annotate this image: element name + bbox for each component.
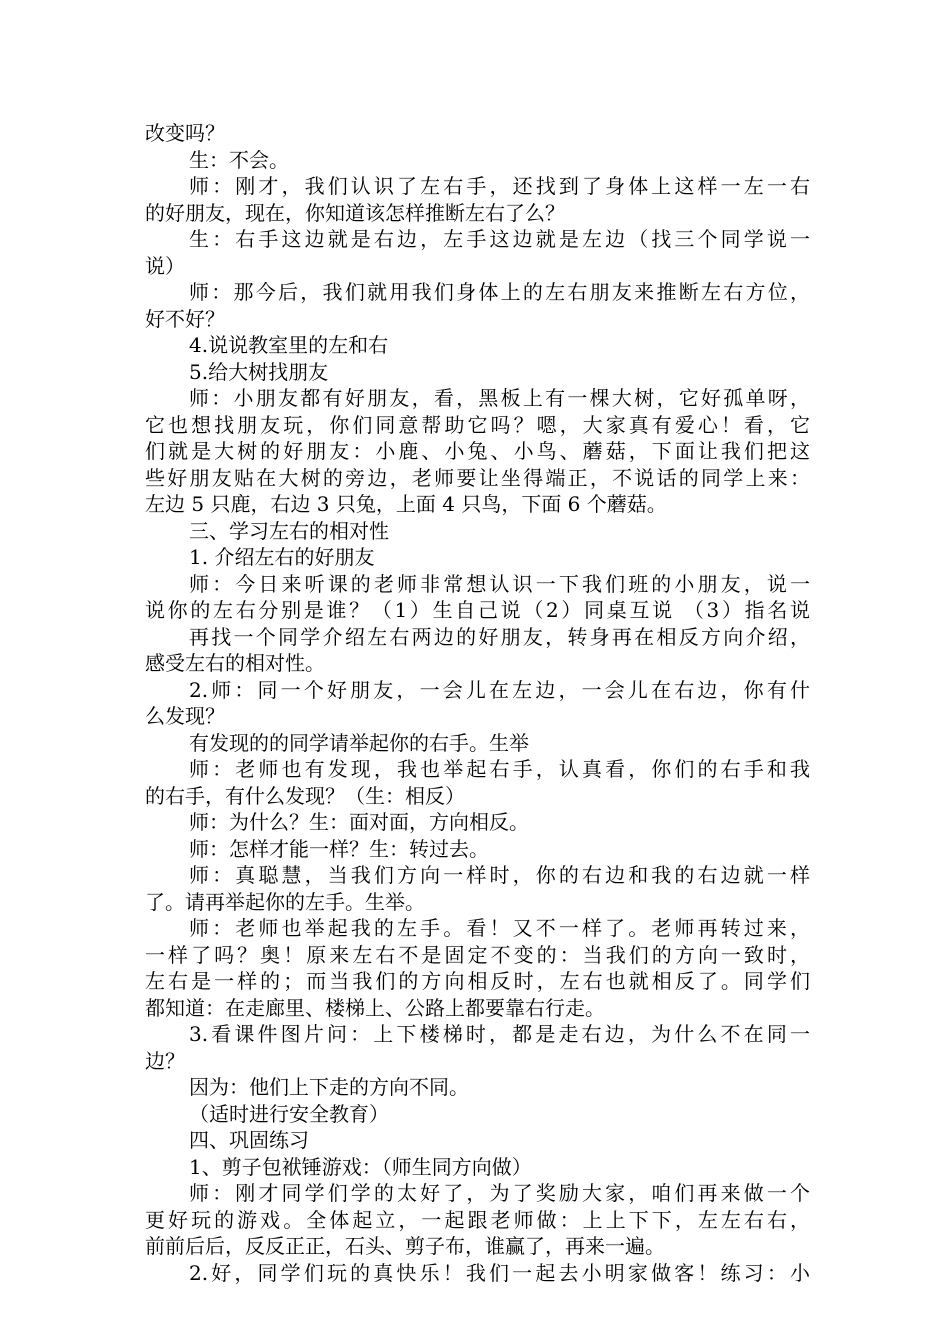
text-line: 些好朋友贴在大树的旁边，老师要让坐得端正，不说话的同学上来： <box>145 465 810 490</box>
text-line: 它也想找朋友玩，你们同意帮助它吗？嗯，大家真有爱心！看，它 <box>145 412 810 437</box>
text-line: 师：小朋友都有好朋友，看，黑板上有一棵大树，它好孤单呀， <box>189 386 810 410</box>
text-line: 一样了吗？奥！原来左右不是固定不变的：当我们的方向一致时， <box>145 942 810 967</box>
text-line: 前前后后，反反正正，石头、剪子布，谁赢了，再来一遍。 <box>145 1234 665 1258</box>
text-line: 师：怎样才能一样？生：转过去。 <box>189 836 489 861</box>
text-line: 师：老师也有发现，我也举起右手，认真看，你们的右手和我 <box>189 757 810 781</box>
text-line: 生：右手这边就是右边，左手这边就是左边（找三个同学说一 <box>189 227 810 251</box>
document-page <box>145 120 810 1286</box>
text-line: 有发现的的同学请举起你的右手。生举 <box>189 730 529 755</box>
text-line: 左边 5 只鹿，右边 3 只兔，上面 4 只鸟，下面 6 个蘑菇。 <box>145 492 667 516</box>
text-line: 说你的左右分别是谁？（1）生自己说（2）同桌互说 （3）指名说 <box>145 598 810 622</box>
text-line: 再找一个同学介绍左右两边的好朋友，转身再在相反方向介绍， <box>189 624 810 649</box>
text-line: 2.师：同一个好朋友，一会儿在左边，一会儿在右边，你有什 <box>189 677 810 702</box>
text-line: 1. 介绍左右的好朋友 <box>189 545 375 569</box>
text-line: 2.好，同学们玩的真快乐！我们一起去小明家做客！练习：小 <box>189 1260 810 1285</box>
text-line: 师：刚才同学们学的太好了，为了奖励大家，咱们再来做一个 <box>189 1181 810 1205</box>
text-line: （适时进行安全教育） <box>189 1101 389 1126</box>
text-line: 三、学习左右的相对性 <box>189 518 389 543</box>
text-line: 师：真聪慧，当我们方向一样时，你的右边和我的右边就一样 <box>189 863 810 887</box>
text-line: 师：那今后，我们就用我们身体上的左右朋友来推断左右方位， <box>189 280 810 304</box>
text-line: 生：不会。 <box>189 147 289 172</box>
text-line: 四、巩固练习 <box>189 1128 309 1152</box>
text-line: 师：老师也举起我的左手。看！又不一样了。老师再转过来， <box>189 916 810 940</box>
text-line: 么发现？ <box>145 704 225 728</box>
text-line: 师：今日来听课的老师非常想认识一下我们班的小朋友，说一 <box>189 571 810 596</box>
text-line: 好不好？ <box>145 306 225 331</box>
text-line: 更好玩的游戏。全体起立，一起跟老师做：上上下下，左左右右， <box>145 1207 810 1232</box>
text-line: 们就是大树的好朋友：小鹿、小兔、小鸟、蘑菇，下面让我们把这 <box>145 439 810 463</box>
text-line: 边？ <box>145 1048 185 1073</box>
text-line: 左右是一样的；而当我们的方向相反时，左右也就相反了。同学们 <box>145 969 810 993</box>
text-line: 改变吗？ <box>145 121 225 145</box>
text-line: 的右手，有什么发现？（生：相反） <box>145 783 465 808</box>
text-line: 5.给大树找朋友 <box>189 359 329 384</box>
text-line: 3.看课件图片问：上下楼梯时，都是走右边，为什么不在同一 <box>189 1022 810 1046</box>
text-line: 感受左右的相对性。 <box>145 651 325 675</box>
text-line: 因为：他们上下走的方向不同。 <box>189 1075 469 1099</box>
text-line: 的好朋友，现在，你知道该怎样推断左右了么？ <box>145 200 565 225</box>
text-line: 说） <box>145 253 185 278</box>
text-line: 都知道：在走廊里、楼梯上、公路上都要靠右行走。 <box>145 995 605 1020</box>
text-line: 了。请再举起你的左手。生举。 <box>145 889 425 914</box>
text-line: 师：为什么？生：面对面，方向相反。 <box>189 810 529 834</box>
text-line: 师：刚才，我们认识了左右手，还找到了身体上这样一左一右 <box>189 174 810 198</box>
text-line: 4.说说教室里的左和右 <box>189 333 389 357</box>
text-line: 1、剪子包袱锤游戏：（师生同方向做） <box>189 1154 532 1179</box>
